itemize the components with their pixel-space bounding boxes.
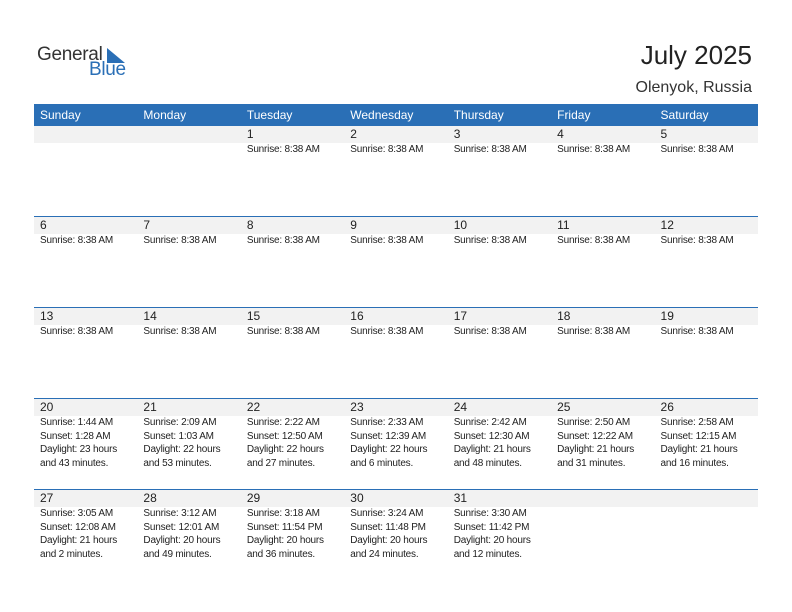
day-number: 18 — [557, 309, 571, 323]
day-info-line: Sunrise: 3:30 AM — [453, 508, 527, 519]
day-number: 28 — [143, 491, 157, 505]
day-number: 4 — [557, 127, 564, 141]
day-info-line: Sunset: 12:50 AM — [246, 430, 323, 442]
day-cell — [655, 217, 758, 248]
weekday-saturday: Saturday — [660, 108, 709, 122]
day-info-line: Sunrise: 2:58 AM — [660, 417, 734, 428]
day-info-line: Sunrise: 3:18 AM — [246, 508, 320, 519]
day-info-line: and 31 minutes. — [557, 457, 626, 469]
day-number — [661, 490, 758, 507]
day-info-line: Sunrise: 8:38 AM — [40, 235, 113, 246]
day-cell — [655, 126, 758, 157]
day-info-line: Sunrise: 8:38 AM — [660, 235, 734, 246]
day-info-line: and 49 minutes. — [143, 548, 212, 560]
day-info-line: Sunrise: 8:38 AM — [246, 326, 320, 337]
day-number: 26 — [660, 400, 674, 414]
day-info-line: Sunrise: 8:38 AM — [350, 235, 424, 246]
day-info-line: Sunrise: 2:50 AM — [557, 417, 631, 428]
weekday-friday: Friday — [557, 108, 591, 122]
day-info-line: Sunrise: 2:42 AM — [453, 417, 527, 428]
logo — [37, 44, 137, 80]
day-info-line: and 43 minutes. — [40, 457, 109, 469]
day-info-line: Sunrise: 8:38 AM — [40, 326, 113, 337]
day-info-line: and 48 minutes. — [453, 457, 522, 469]
weekday-tuesday: Tuesday — [246, 108, 293, 122]
day-info-line: Sunrise: 3:12 AM — [143, 508, 217, 519]
day-info-line: Sunrise: 2:33 AM — [350, 417, 424, 428]
day-cell — [241, 217, 344, 248]
day-info-line: Sunrise: 8:38 AM — [143, 235, 217, 246]
day-cell — [448, 490, 551, 561]
day-info-line: and 27 minutes. — [246, 457, 316, 469]
day-number: 22 — [246, 400, 261, 414]
day-info-line: Sunrise: 8:38 AM — [143, 326, 217, 337]
day-cell — [241, 308, 344, 339]
day-number: 10 — [453, 218, 468, 232]
day-info-line: Sunrise: 8:38 AM — [660, 144, 734, 155]
day-number: 9 — [350, 218, 357, 232]
day-number: 31 — [453, 491, 468, 505]
day-cell — [137, 490, 240, 561]
day-number: 30 — [350, 491, 364, 505]
day-info-line: Sunset: 11:42 PM — [453, 521, 530, 533]
day-number: 7 — [143, 218, 151, 232]
day-cell — [344, 490, 447, 561]
day-info-line: Sunrise: 1:44 AM — [40, 417, 113, 428]
day-info-line: Sunset: 11:48 PM — [350, 521, 426, 533]
week-row — [34, 398, 758, 489]
week-row — [34, 126, 758, 216]
day-cell — [34, 217, 137, 248]
day-number: 24 — [453, 400, 468, 414]
day-number: 27 — [40, 491, 54, 505]
day-number: 20 — [40, 400, 54, 414]
day-cell — [137, 126, 240, 157]
day-cell — [551, 126, 654, 157]
weekday-sunday: Sunday — [40, 108, 81, 122]
day-number — [557, 490, 654, 507]
day-info-line: Sunrise: 8:38 AM — [557, 326, 631, 337]
day-cell — [344, 308, 447, 339]
day-cell — [344, 217, 447, 248]
day-number: 29 — [246, 491, 261, 505]
day-number — [40, 126, 137, 143]
day-info-line: Sunrise: 8:38 AM — [557, 144, 631, 155]
day-number: 25 — [557, 400, 571, 414]
day-info-line: Daylight: 23 hours — [40, 444, 118, 456]
day-cell — [655, 399, 758, 470]
day-number: 3 — [453, 127, 461, 141]
day-info-line: Sunset: 11:54 PM — [246, 521, 323, 533]
day-info-line: Sunrise: 8:38 AM — [453, 326, 527, 337]
day-info-line: Sunset: 12:08 AM — [40, 521, 116, 533]
day-number: 17 — [453, 309, 468, 323]
calendar-grid — [34, 104, 758, 580]
day-info-line: Sunrise: 8:38 AM — [453, 144, 527, 155]
week-row — [34, 489, 758, 580]
day-info-line: Sunrise: 3:05 AM — [40, 508, 113, 519]
day-cell — [137, 308, 240, 339]
day-info-line: Sunset: 12:22 AM — [557, 430, 633, 442]
day-info-line: and 24 minutes. — [350, 548, 419, 560]
day-info-line: Sunset: 12:39 AM — [350, 430, 427, 442]
day-info-line: Sunrise: 8:38 AM — [350, 326, 424, 337]
day-number: 6 — [40, 218, 47, 232]
day-info-line: Sunset: 1:28 AM — [40, 430, 111, 442]
day-info-line: Daylight: 20 hours — [246, 535, 324, 547]
day-info-line: Sunrise: 3:24 AM — [350, 508, 424, 519]
day-number: 1 — [246, 127, 254, 141]
day-info-line: Sunrise: 8:38 AM — [557, 235, 631, 246]
day-number: 8 — [246, 218, 254, 232]
day-cell — [448, 126, 551, 157]
day-info-line: Daylight: 22 hours — [246, 444, 324, 456]
day-info-line: Sunrise: 8:38 AM — [246, 144, 320, 155]
day-info-line: Sunrise: 8:38 AM — [660, 326, 734, 337]
day-cell — [448, 308, 551, 339]
day-number: 19 — [660, 309, 674, 323]
day-cell — [137, 399, 240, 470]
day-info-line: Daylight: 22 hours — [143, 444, 221, 456]
day-cell — [655, 308, 758, 339]
day-cell — [34, 399, 137, 470]
day-cell — [344, 126, 447, 157]
week-row — [34, 307, 758, 398]
weekday-wednesday: Wednesday — [350, 108, 414, 122]
day-cell — [655, 490, 758, 561]
day-cell — [551, 399, 654, 470]
day-cell — [448, 217, 551, 248]
day-info-line: Daylight: 20 hours — [350, 535, 428, 547]
day-info-line: Daylight: 21 hours — [40, 535, 118, 547]
day-number: 21 — [143, 400, 157, 414]
day-number: 14 — [143, 309, 157, 323]
weekday-header — [34, 104, 758, 126]
day-cell — [448, 399, 551, 470]
day-info-line: and 53 minutes. — [143, 457, 212, 469]
day-cell — [551, 217, 654, 248]
day-info-line: and 36 minutes. — [246, 548, 316, 560]
day-info-line: and 2 minutes. — [40, 548, 103, 560]
day-number: 16 — [350, 309, 364, 323]
week-row — [34, 216, 758, 307]
day-cell — [551, 490, 654, 561]
day-info-line: Daylight: 20 hours — [143, 535, 221, 547]
day-info-line: Daylight: 21 hours — [557, 444, 635, 456]
day-info-line: Sunrise: 2:22 AM — [246, 417, 320, 428]
day-cell — [137, 217, 240, 248]
day-number: 13 — [40, 309, 54, 323]
day-cell — [241, 490, 344, 561]
day-cell — [34, 308, 137, 339]
day-info-line: Sunset: 12:15 AM — [660, 430, 737, 442]
day-info-line: Daylight: 21 hours — [660, 444, 738, 456]
day-info-line: Sunset: 12:30 AM — [453, 430, 530, 442]
weekday-monday: Monday — [143, 108, 187, 122]
logo-text-blue: Blue — [89, 59, 126, 80]
day-info-line: and 16 minutes. — [660, 457, 729, 469]
day-cell — [34, 126, 137, 157]
day-number — [143, 126, 240, 143]
day-cell — [344, 399, 447, 470]
day-info-line: Sunrise: 8:38 AM — [350, 144, 424, 155]
day-info-line: Daylight: 22 hours — [350, 444, 428, 456]
day-info-line: and 6 minutes. — [350, 457, 414, 469]
location-label: Olenyok, Russia — [635, 79, 752, 96]
day-info-line: Sunset: 1:03 AM — [143, 430, 214, 442]
day-number: 5 — [660, 127, 668, 141]
day-info-line: and 12 minutes. — [453, 548, 522, 560]
day-number: 15 — [246, 309, 261, 323]
day-info-line: Sunrise: 8:38 AM — [453, 235, 527, 246]
logo-text-general: General — [37, 44, 103, 65]
day-cell — [241, 126, 344, 157]
day-number: 12 — [660, 218, 674, 232]
day-info-line: Sunset: 12:01 AM — [143, 521, 220, 533]
day-cell — [551, 308, 654, 339]
day-number: 23 — [350, 400, 364, 414]
calendar-weeks — [34, 126, 758, 580]
day-cell — [241, 399, 344, 470]
day-cell — [34, 490, 137, 561]
day-number: 11 — [557, 218, 570, 232]
day-info-line: Daylight: 20 hours — [453, 535, 531, 547]
page-title: July 2025 — [640, 40, 752, 70]
day-info-line: Sunrise: 8:38 AM — [246, 235, 320, 246]
day-number: 2 — [350, 127, 357, 141]
weekday-thursday: Thursday — [453, 108, 504, 122]
day-info-line: Sunrise: 2:09 AM — [143, 417, 217, 428]
day-info-line: Daylight: 21 hours — [453, 444, 531, 456]
